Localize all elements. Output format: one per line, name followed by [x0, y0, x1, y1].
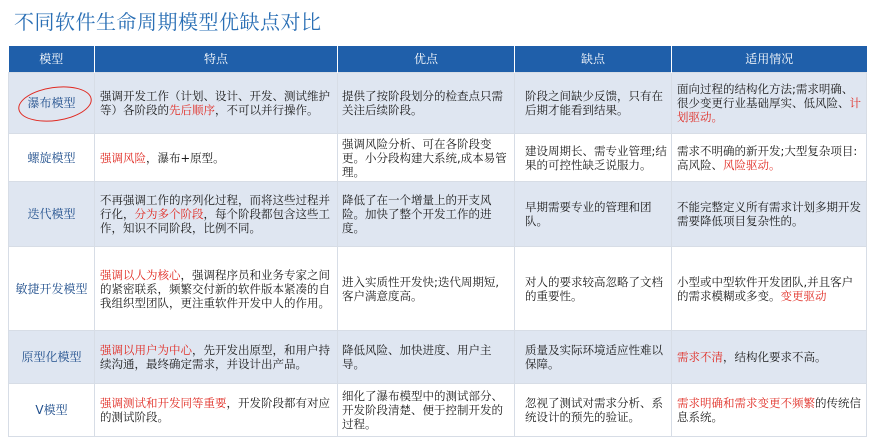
highlighted-text: 计划驱动。	[677, 96, 861, 124]
advantage-cell: 进入实质性开发快;迭代周期短,客户满意度高。	[338, 247, 515, 331]
comparison-table	[8, 46, 867, 437]
table-row	[9, 247, 867, 331]
suitable-cell	[672, 134, 867, 182]
table-row	[9, 384, 867, 437]
advantage-cell: 降低了在一个增量上的开支风险。加快了整个开发工作的进度。	[338, 182, 515, 247]
disadvantage-cell: 早期需要专业的管理和团队。	[515, 182, 672, 247]
feature-cell	[95, 73, 338, 134]
model-name: 瀑布模型	[27, 96, 76, 110]
table-row	[9, 134, 867, 182]
disadvantage-cell: 建设周期长、需专业管理;结果的可控性缺乏说服力。	[515, 134, 672, 182]
advantage-cell: 降低风险、加快进度、用户主导。	[338, 331, 515, 384]
highlighted-text: 强调测试和开发同等重要	[100, 396, 227, 410]
suitable-cell	[672, 182, 867, 247]
cell-text: ，每个阶段都包含这些工作，知识不同阶段，比例不同。	[100, 207, 330, 235]
cell-text: ，不可以并行操作。	[215, 103, 319, 117]
header-suitable: 适用情况	[672, 46, 867, 73]
disadvantage-cell: 对人的要求较高忽略了文档的重要性。	[515, 247, 672, 331]
cell-text: ，瀑布+原型。	[146, 150, 225, 165]
cell-text: ，先开发出原型，和用户持续沟通，最终确定需求，并设计出产品。	[100, 343, 330, 371]
highlighted-text: 变更驱动	[780, 288, 827, 303]
model-name: 原型化模型	[9, 331, 95, 384]
cell-text: ，强调程序员和业务专家之间的紧密联系，频繁交付新的软件版本紧凑的自我组织型团队，更注重软件开发中人的作用。	[100, 267, 330, 310]
model-name-cell	[9, 73, 95, 134]
header-advantage: 优点	[338, 46, 515, 73]
feature-cell	[95, 331, 338, 384]
feature-cell	[95, 247, 338, 331]
table-header-row	[9, 46, 867, 73]
table-row	[9, 73, 867, 134]
highlighted-text: 强调风险	[100, 150, 146, 165]
cell-text: 强调开发工作（计划、设计、开发、测试维护等）各阶段的	[100, 89, 330, 117]
suitable-cell	[672, 384, 867, 437]
header-feature: 特点	[95, 46, 338, 73]
suitable-cell	[672, 331, 867, 384]
highlighted-text: 需求明确和需求变更不频繁	[677, 396, 815, 410]
suitable-cell	[672, 247, 867, 331]
cell-text: 的传统信息系统。	[677, 396, 861, 424]
advantage-cell: 细化了瀑布模型中的测试部分、开发阶段清楚、便于控制开发的过程。	[338, 384, 515, 437]
disadvantage-cell: 质量及实际环境适应性难以保障。	[515, 331, 672, 384]
cell-text: 小型或中型软件开发团队,并且客户的需求模糊或多变。	[677, 274, 854, 303]
disadvantage-cell: 阶段之间缺少反馈，只有在后期才能看到结果。	[515, 73, 672, 134]
cell-text: ，结构化要求不高。	[723, 350, 827, 364]
table-row	[9, 182, 867, 247]
model-name: 敏捷开发模型	[9, 247, 95, 331]
highlighted-text: 风险驱动。	[723, 157, 781, 172]
feature-cell	[95, 384, 338, 437]
highlighted-text: 强调以人为核心	[100, 267, 181, 282]
highlighted-text: 分为多个阶段	[134, 207, 204, 221]
header-disadvantage: 缺点	[515, 46, 672, 73]
highlighted-text: 先后顺序	[169, 103, 215, 117]
circled-model-name	[27, 96, 75, 110]
highlighted-text: 强调以用户为中心	[100, 343, 192, 357]
page-title: 不同软件生命周期模型优缺点对比	[14, 10, 322, 34]
model-name: V模型	[9, 384, 95, 437]
advantage-cell: 提供了按阶段划分的检查点只需关注后续阶段。	[338, 73, 515, 134]
cell-text: 需求不明确的新开发;大型复杂项目:高风险、	[677, 143, 858, 172]
model-name: 螺旋模型	[9, 134, 95, 182]
cell-text: ，开发阶段都有对应的测试阶段。	[100, 396, 330, 424]
model-name: 迭代模型	[9, 182, 95, 247]
header-model: 模型	[9, 46, 95, 73]
table-row	[9, 331, 867, 384]
cell-text: 不能完整定义所有需求计划多期开发需要降低项目复杂性的。	[677, 200, 861, 228]
advantage-cell: 强调风险分析、可在各阶段变更。小分段构建大系统,成本易管理。	[338, 134, 515, 182]
feature-cell	[95, 182, 338, 247]
cell-text: 不再强调工作的序列化过程，而将这些过程并行化，	[100, 193, 330, 221]
cell-text: 面向过程的结构化方法;需求明确、很少变更行业基础厚实、低风险、	[677, 82, 854, 110]
suitable-cell	[672, 73, 867, 134]
highlighted-text: 需求不清	[677, 350, 723, 364]
feature-cell	[95, 134, 338, 182]
disadvantage-cell: 忽视了测试对需求分析、系统设计的预先的验证。	[515, 384, 672, 437]
